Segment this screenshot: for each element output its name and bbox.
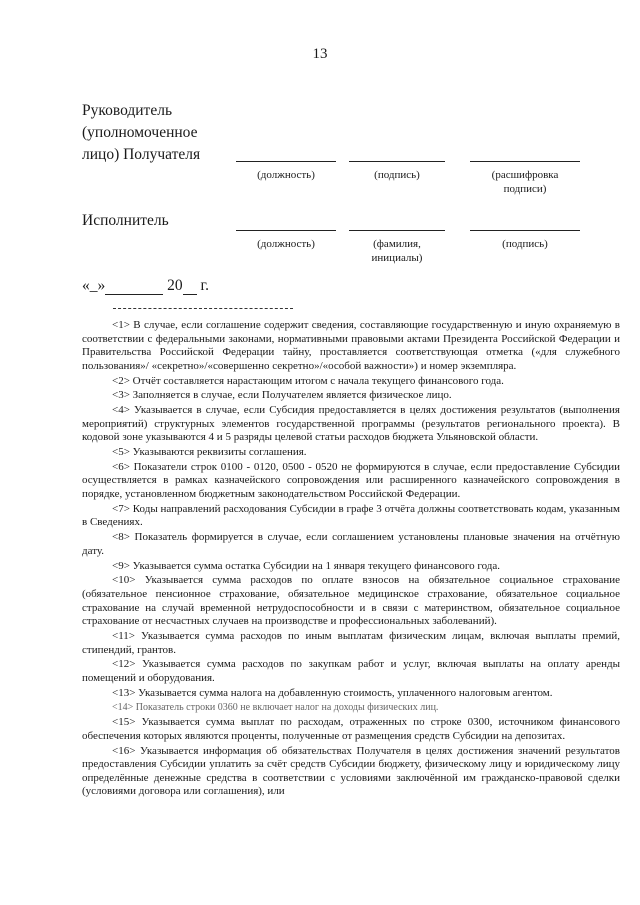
footnotes xyxy=(82,319,620,800)
head-signature-caption: (подпись) xyxy=(374,169,420,181)
footnote-13: <13> Указывается сумма налога на добавленную стоимость, уплаченного налоговым агентом. xyxy=(112,686,553,699)
date-year-prefix: 20 xyxy=(167,277,183,294)
footnote-10: <10> Указывается сумма расходов по оплате взносов на обязательное социальное страхование (обязательное пенсионное страхование, обязательное медицинское страхование, обязательное социальное страхование на случай временной нетрудоспособности и в связи с материнством, обязательное социальное страхование от несчастных случаев на производстве и профессиональных заболеваний). xyxy=(82,574,620,628)
footnote-3: <3> Заполняется в случае, если Получателем является физическое лицо. xyxy=(112,389,452,402)
date-year-suffix: г. xyxy=(200,277,209,294)
executor-position-caption: (должность) xyxy=(257,238,315,250)
head-role-line-1: Руководитель xyxy=(82,102,173,119)
footnote-5: <5> Указываются реквизиты соглашения. xyxy=(112,446,307,459)
footnote-2: <2> Отчёт составляется нарастающим итогом с начала текущего финансового года. xyxy=(112,374,504,387)
head-role-line-3: лицо) Получателя xyxy=(82,146,201,163)
executor-role: Исполнитель xyxy=(82,212,169,229)
footnote-9: <9> Указывается сумма остатка Субсидии на 1 января текущего финансового года. xyxy=(112,559,500,572)
footnote-1: <1> В случае, если соглашение содержит сведения, составляющие государственную и иную охраняемую в соответствии с федеральными законами, нормативными правовыми актами Президента Российской Федерации и Правительства Российской Федерации тайну, проставляется соответствующая отметка («для служебного пользования»/ «секретно»/«совершенно секретно»/«особой важности») и номер экземпляра. xyxy=(82,319,620,372)
executor-position-line xyxy=(236,230,336,231)
footnote-separator xyxy=(113,308,293,309)
executor-name-line xyxy=(349,230,445,231)
head-position-caption: (должность) xyxy=(257,169,315,181)
footnote-11: <11> Указывается сумма расходов по иным выплатам физическим лицам, включая выплаты премий, стипендий, грантов. xyxy=(82,629,620,656)
date-day: «_» xyxy=(82,277,106,294)
footnote-8: <8> Показатель формируется в случае, если соглашением установлены плановые значения на отчётную дату. xyxy=(82,531,620,557)
date-row xyxy=(82,277,209,295)
footnote-16: <16> Указывается информация об обязательствах Получателя в целях достижения значений результатов предоставления Субсидии уплатить за счёт средств Субсидии бюджету, физическому лицу и юридическому лицу определённые денежные средства в соответствии с условиями заключённой им гражданско-правовой сделки (условиями договора или соглашения), или xyxy=(82,744,620,798)
head-decoding-line xyxy=(470,161,580,162)
executor-name-caption: (фамилия, инициалы) xyxy=(371,238,423,264)
footnote-7: <7> Коды направлений расходования Субсидии в графе 3 отчёта должны соответствовать кодам, указанным в Сведениях. xyxy=(82,502,620,529)
head-signature-line xyxy=(349,161,445,162)
head-role-line-2: (уполномоченное xyxy=(82,124,198,141)
date-month-blank xyxy=(105,280,163,295)
footnote-14: <14> Показатель строки 0360 не включает налог на доходы физических лиц. xyxy=(112,702,439,714)
date-year-blank xyxy=(183,280,197,295)
executor-signature-caption: (подпись) xyxy=(502,238,548,250)
footnote-15: <15> Указывается сумма выплат по расходам, отраженных по строке 0300, источником финансового обеспечения которых являются проценты, полученные от размещения средств Субсидии на депозитах. xyxy=(82,716,620,742)
executor-signature-line xyxy=(470,230,580,231)
head-decoding-caption: (расшифровка подписи) xyxy=(491,169,559,195)
footnote-4: <4> Указывается в случае, если Субсидия предоставляется в целях достижения результатов (выполнения мероприятий) структурных элементов государственной программы (результатов регионального проекта). В кодовой зоне указываются 4 и 5 разряды целевой статьи расходов бюджета Ульяновской области. xyxy=(82,404,620,444)
footnote-6: <6> Показатели строк 0100 - 0120, 0500 - 0520 не формируются в случае, если предоставление Субсидии осуществляется в рамках казначейского сопровождения или расширенного казначейского сопровождения в порядке, установленном бюджетным законодательством Российской Федерации. xyxy=(82,460,620,501)
head-position-line xyxy=(236,161,336,162)
footnote-12: <12> Указывается сумма расходов по закупкам работ и услуг, включая выплаты на оплату аренды помещений и оборудования. xyxy=(82,658,620,684)
page-number: 13 xyxy=(312,46,328,62)
